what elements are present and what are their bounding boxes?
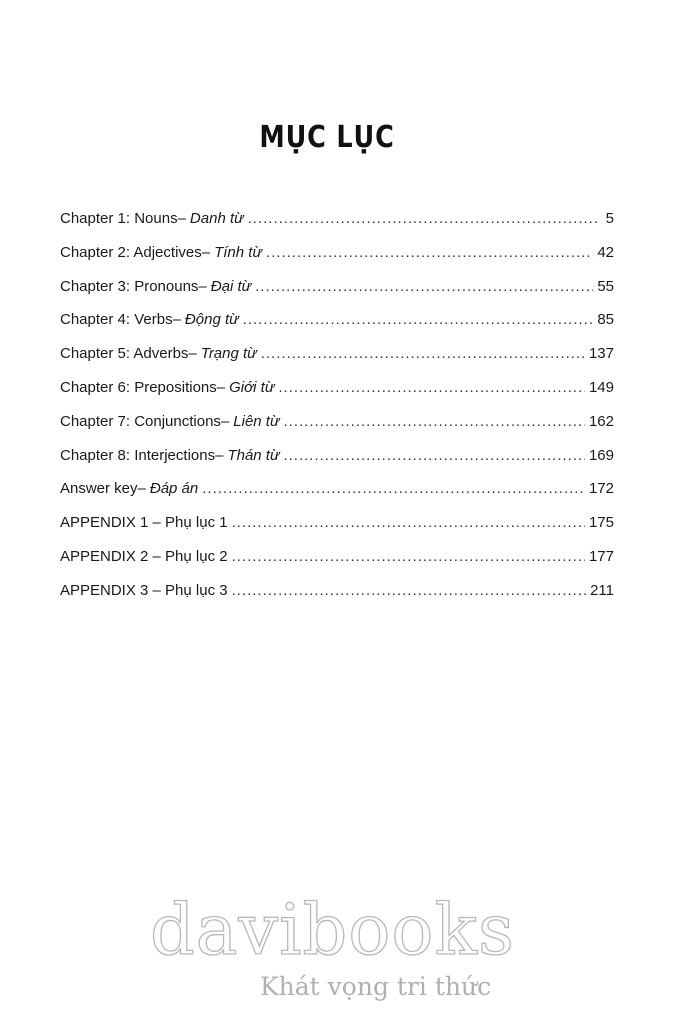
toc-entry-title: Chapter 5: Adverbs [60,345,189,363]
toc-entry [60,337,614,371]
page-title: MỤC LỤC [259,120,395,155]
toc-page-number: 55 [597,277,614,295]
toc-entry-dash: – [216,378,226,396]
toc-entry-title: Chapter 7: Conjunctions [60,412,221,430]
toc-leader-dots [283,439,585,473]
toc-entry [60,303,614,337]
toc-entry-dash: – [215,446,224,464]
toc-leader-dots [278,371,585,405]
toc-entry-vietnamese: Thán từ [227,446,280,464]
toc-leader-dots [202,472,585,506]
toc-entry-title: Chapter 3: Pronouns [60,277,199,295]
toc-entry-title: Answer key [60,480,138,498]
toc-leader-dots [243,303,594,337]
toc-page-number: 169 [588,446,614,464]
toc-entry-dash: – [220,412,230,430]
toc-leader-dots [255,270,593,304]
table-of-contents [60,202,614,608]
toc-entry [60,574,614,608]
toc-entry-vietnamese: Tính từ [214,243,262,261]
toc-page-number: 172 [588,480,614,498]
toc-entry-dash: – [177,210,186,227]
toc-entry [60,236,614,270]
toc-entry-vietnamese: Động từ [184,311,239,329]
toc-page-number: 42 [597,243,614,261]
toc-entry-title: Chapter 4: Verbs [60,311,173,329]
toc-entry-dash: – [198,277,207,295]
toc-page-number: 149 [588,378,614,396]
toc-entry-title: Chapter 6: Prepositions [60,378,217,396]
toc-entry [60,371,614,405]
toc-entry-vietnamese: Liên từ [233,412,280,430]
toc-leader-dots [248,202,600,236]
watermark-tagline: Khát vọng tri thức [260,972,492,1001]
toc-entry [60,405,614,439]
toc-entry-vietnamese: Đáp án [149,480,199,498]
toc-entry-vietnamese: Trạng từ [200,345,257,363]
toc-leader-dots [261,337,585,371]
toc-leader-dots [232,540,585,574]
toc-page-number: 85 [597,311,614,329]
toc-page-number: 211 [590,581,614,599]
toc-entry-title: APPENDIX 1 – Phụ lục 1 [60,514,228,532]
toc-leader-dots [232,506,585,540]
toc-page-number: 137 [588,345,614,363]
toc-entry-dash: – [172,311,181,329]
toc-entry [60,202,614,236]
toc-leader-dots [232,574,586,608]
toc-page-number: 5 [605,210,614,227]
toc-entry [60,472,614,506]
toc-entry-dash: – [188,345,197,363]
toc-page-number: 177 [588,547,614,565]
toc-entry-title: APPENDIX 2 – Phụ lục 2 [60,547,228,565]
toc-entry-vietnamese: Danh từ [189,210,244,227]
toc-entry [60,540,614,574]
toc-entry [60,506,614,540]
toc-entry-dash: – [201,243,211,261]
toc-leader-dots [266,236,593,270]
watermark-logo: davibooks [150,889,515,971]
toc-entry-title: Chapter 8: Interjections [60,446,216,464]
toc-entry-vietnamese: Giới từ [229,378,275,396]
toc-entry [60,439,614,473]
publisher-watermark [150,890,550,1020]
toc-entry-title: Chapter 2: Adjectives [60,243,202,261]
toc-page-number: 162 [588,412,614,430]
toc-entry-title: Chapter 1: Nouns [60,210,178,227]
toc-entry-vietnamese: Đại từ [210,277,252,295]
toc-entry [60,270,614,304]
toc-entry-dash: – [137,480,146,498]
toc-leader-dots [283,405,584,439]
toc-entry-title: APPENDIX 3 – Phụ lục 3 [60,581,228,599]
toc-page-number: 175 [588,514,614,532]
